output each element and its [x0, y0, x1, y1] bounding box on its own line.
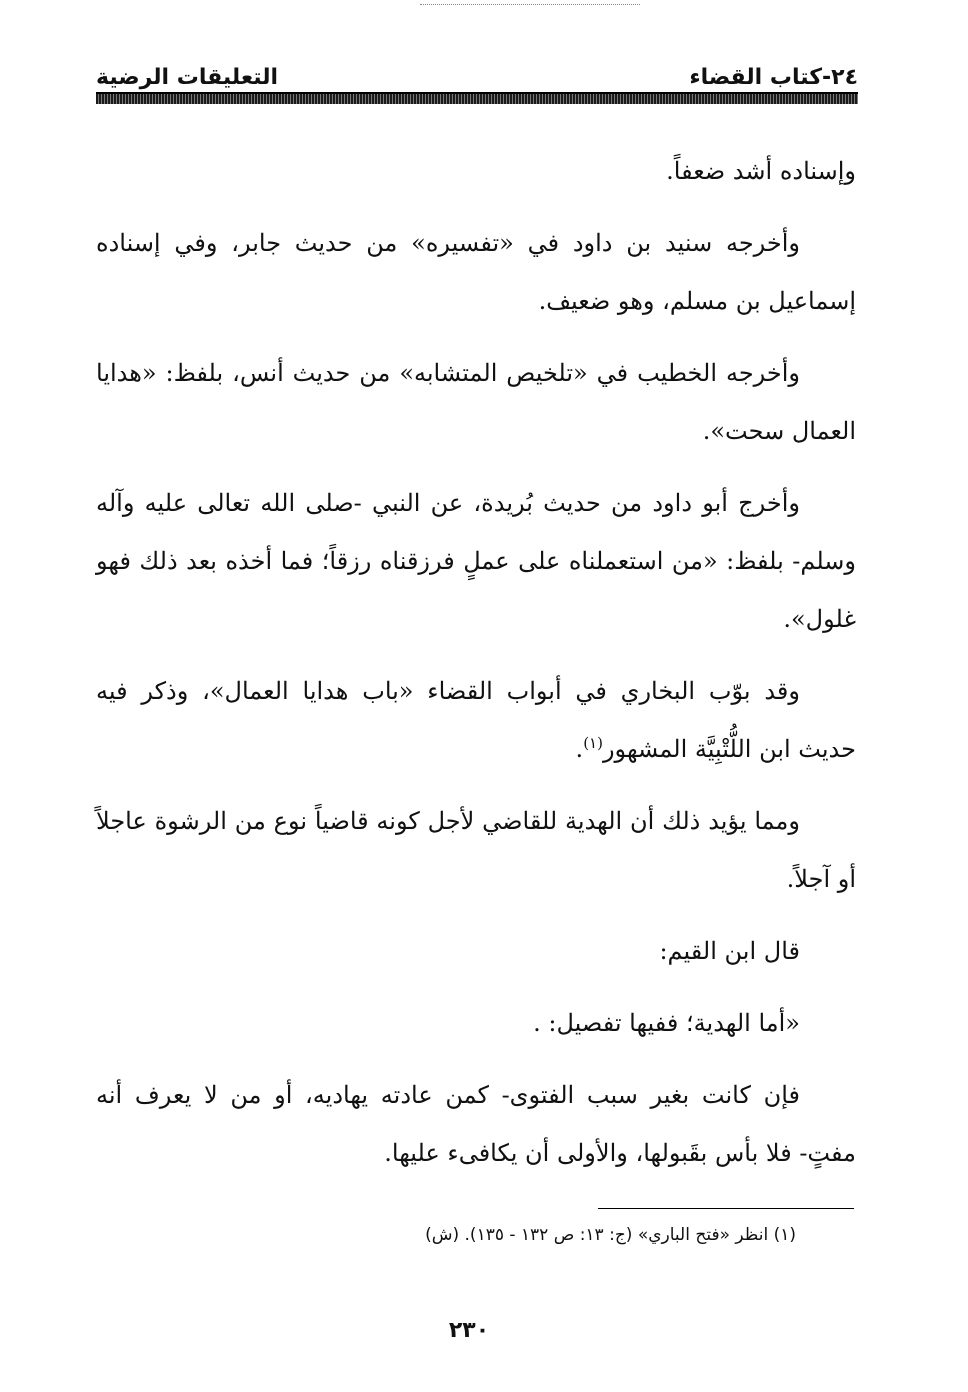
footnote-reference[interactable]: (١): [583, 734, 603, 752]
top-edge-marks: [420, 4, 640, 7]
footnote-separator: [598, 1208, 854, 1209]
running-header: [96, 56, 858, 90]
paragraph: قال ابن القيم:: [659, 937, 800, 965]
paragraph: وإسناده أشد ضعفاً.: [666, 157, 856, 185]
paragraph-end: .: [575, 735, 584, 763]
paragraph: وأخرج أبو داود من حديث بُريدة، عن النبي -صلى الله تعالى عليه وآله وسلم- بلفظ: «من استعملناه على عملٍ فرزقناه رزقاً؛ فما أخذه بعد ذلك فهو غلول».: [96, 489, 856, 633]
paragraph: «أما الهدية؛ ففيها تفصيل: .: [533, 1009, 800, 1037]
paragraph: وأخرجه الخطيب في «تلخيص المتشابه» من حديث أنس، بلفظ: «هدايا العمال سحت».: [96, 359, 856, 445]
paragraph-with-footnote: [96, 662, 856, 778]
paragraph-text: وقد بوّب البخاري في أبواب القضاء «باب هدايا العمال»، وذكر فيه حديث ابن اللُّتْبِيَّة المشهور: [96, 677, 856, 763]
footnote: (١) انظر «فتح الباري» (ج: ١٣: ص ١٣٢ - ١٣٥). (ش): [425, 1225, 796, 1245]
paragraph: ومما يؤيد ذلك أن الهدية للقاضي لأجل كونه قاضياً نوع من الرشوة عاجلاً أو آجلاً.: [96, 807, 856, 893]
paragraph: وأخرجه سنيد بن داود في «تفسيره» من حديث جابر، وفي إسناده إسماعيل بن مسلم، وهو ضعيف.: [96, 229, 856, 315]
book-title: التعليقات الرضية: [96, 65, 279, 90]
page-number: ٢٣٠: [448, 1318, 490, 1343]
header-rule: [96, 92, 858, 104]
paragraph: فإن كانت بغير سبب الفتوى- كمن عادته يهاديه، أو من لا يعرف أنه مفتٍ- فلا بأس بقَبولها، والأولى أن يكافىء عليها.: [96, 1081, 856, 1167]
chapter-title: ٢٤-كتاب القضاء: [689, 65, 858, 90]
page-body: [96, 142, 856, 1196]
